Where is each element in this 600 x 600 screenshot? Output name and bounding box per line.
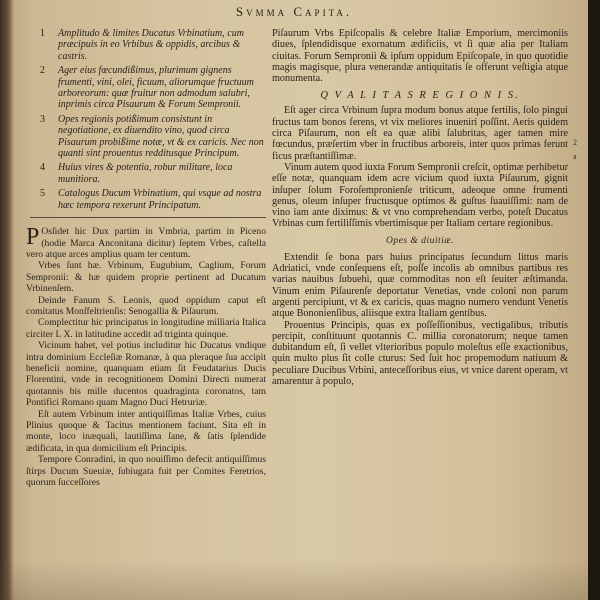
summary-item	[26, 162, 266, 185]
summary-item	[26, 114, 266, 160]
page-binding-edge	[0, 0, 14, 600]
body-paragraph: Vinum autem quod iuxta Forum Sempronii creſcit, optimæ perhibetur eſſe notæ, quanquam idem acre vicium quod iuxta Piſaurum, gignit inſuper ſolum Foroſempronienſe triticum, adeoque omne frumenti genus, oleum inſuper fructusque optimos & guſtus ſuauiſſimi: nam de vino iam ante diximus: & vt vno comprehendam verbo, poteſt Ducatus Vrbinas cum fertiliſſimis vbertimisque per Italiam certare regionibus.	[272, 161, 568, 230]
body-paragraph: Complectitur hic principatus in longitudine milliaria Italica circiter L X. in latitudine accedit ad triginta quinque.	[26, 317, 266, 340]
summary-number: 4	[40, 162, 45, 174]
body-paragraph: Extendit ſe bona pars huius principatus ſecundum littus maris Adriatici, vnde conſequens eſt, poſſe incolis ab omnibus partibus res varias nauibus ſubuehi, quæ commoditas non eſt ſeuiter æſtimanda. Vinum enim Piſaurenſe deportatur Venetias, vnde coloni non parum argenti percipiunt, vt & ex caricis, quas magno numero vendunt Venetis atque Bononienſibus, aliisque extra Italiam gentibus.	[272, 251, 568, 320]
summary-number: 5	[40, 188, 45, 200]
summary-text: Opes regionis potißimum consistunt in negotiatione, ex diuendito vino, quod circa Pisaurum probißime notæ, vt & ex caricis. Nec non quanti sint prouentus redditusque Principum.	[58, 113, 264, 160]
running-header: Svmma Capita.	[235, 4, 353, 19]
summary-text: Catalogus Ducum Vrbinatium, qui vsque ad nostra hæc tempora rexerunt Principatum.	[58, 188, 262, 211]
body-paragraph: Eſt autem Vrbinum inter antiquiſſimas Italiæ Vrbes, cuius Plinius quoque & Tacitus mentionem faciunt. Sita eſt in monte, loco inæquali, lautiſſima ſane, & ſatis ſplendide ædificata, in qua domicilium eſt Principis.	[26, 408, 266, 454]
left-column	[26, 28, 266, 488]
body-paragraph: Vrbes ſunt hæ. Vrbinum, Eugubium, Caglium, Forum Sempronii: & hæ quidem proprie pertinent ad Ducatum Vrbinenſem.	[26, 260, 266, 295]
right-column	[272, 28, 568, 387]
body-paragraph: Tempore Conradini, in quo nouiſſimo defecit antiquiſſimus ſtirps Ducum Sueuiæ, ſubiugata fuit per Comites Feretrios, quorum ſucceſſores	[26, 454, 266, 489]
summary-number: 1	[40, 28, 45, 39]
body-paragraph: P Osſidet hic Dux partim in Vmbria, partim in Piceno (hodie Marca Anconitana dicitur) ſeptem Vrbes, caſtella vero atque arces amplius quam ter centum.	[26, 224, 266, 260]
summary-text: Ager eius fœcundißimus, plurimum gignens frumenti, vini, olei, ficuum, aliorumque fructuum arboreorum: quæ fruitur non admodum salubri, inprimis circa Pisaurum & Forum Sempronii.	[58, 65, 254, 111]
summary-text: Huius vires & potentia, robur militare, loca munitiora.	[58, 162, 233, 185]
chapter-summary	[26, 28, 266, 211]
summary-item	[26, 28, 266, 62]
margin-note: 2	[573, 138, 577, 147]
left-body-text	[26, 226, 266, 488]
summary-item	[26, 188, 266, 211]
summary-divider	[30, 217, 266, 218]
section-title-qualitas: Q V A L I T A S R E G I O N I S.	[320, 90, 520, 102]
summary-item	[26, 65, 266, 111]
body-paragraph: Piſaurum Vrbs Epiſcopalis & celebre Italiæ Emporium, mercimoniis diues, ſplendidisque exornatum ædificiis, vt ſi quæ alia per Italiam ciuitas. Forum Sempronii & ipſum oppidum Epiſcopale, in quo quotidie magis magisque, plura venerandæ antiquitatis ſe offerunt veſtigia atque monumenta.	[272, 28, 568, 85]
body-paragraph: Deinde Fanum S. Leonis, quod oppidum caput eſt comitatus Monſfeltrienſis: Senogallia & Piſaurum.	[26, 294, 266, 317]
body-paragraph: Prouentus Principis, quas ex poſſeſſionibus, vectigalibus, tributis percipit, conſtituunt quotannis C. millia coronatorum; neque tamen dubitandum eſt, ſi vellet vlterioribus populo moleſtus eſſe exactionibus, quin multo plus ſit colle cturus: Sed ſuit hoc propemodum natiuum & peculiare Ducibus Vrbini, anteceſſoribus eius, vt vnice darent operam, vt amarentur à populo,	[272, 319, 568, 388]
section-title-opes: Opes & diuitiæ.	[386, 235, 454, 246]
body-paragraph: Eſt ager circa Vrbinum ſupra modum bonus atque fertilis, ſolo pingui fructus tam bonos ferens, vt vix meliores inueniri poſſint. Aeris quidem circa Piſaurum, non eſt ea quæ alibi ſalubritas, ager tamen mire fœcundus, præſertim vber in fructibus arboreis, inter quos primas ferunt ficus præſtantiſſimæ.	[272, 105, 568, 162]
body-paragraph: Vicinum habet, vel potius includitur hic Ducatus vndique intra dominium Eccleſiæ Romanæ, à qua pleraque ſua accipit beneficii nomine, quanquam etiam ſit Feudatarius Ducis Florentini, vnde in recognitionem Domini Directi numerat quotannis bis mille ducentos quadraginta coronatos, tam Pontifici Romano quam Magno Duci Hetruriæ.	[26, 340, 266, 409]
margin-note: a	[573, 152, 577, 161]
summary-text: Amplitudo & limites Ducatus Vrbinatium, cum præcipuis in eo Vrbibus & oppidis, arcibus & castris.	[58, 28, 244, 62]
summary-number: 2	[40, 65, 45, 77]
summary-number: 3	[40, 113, 45, 125]
drop-cap: P	[26, 224, 40, 251]
